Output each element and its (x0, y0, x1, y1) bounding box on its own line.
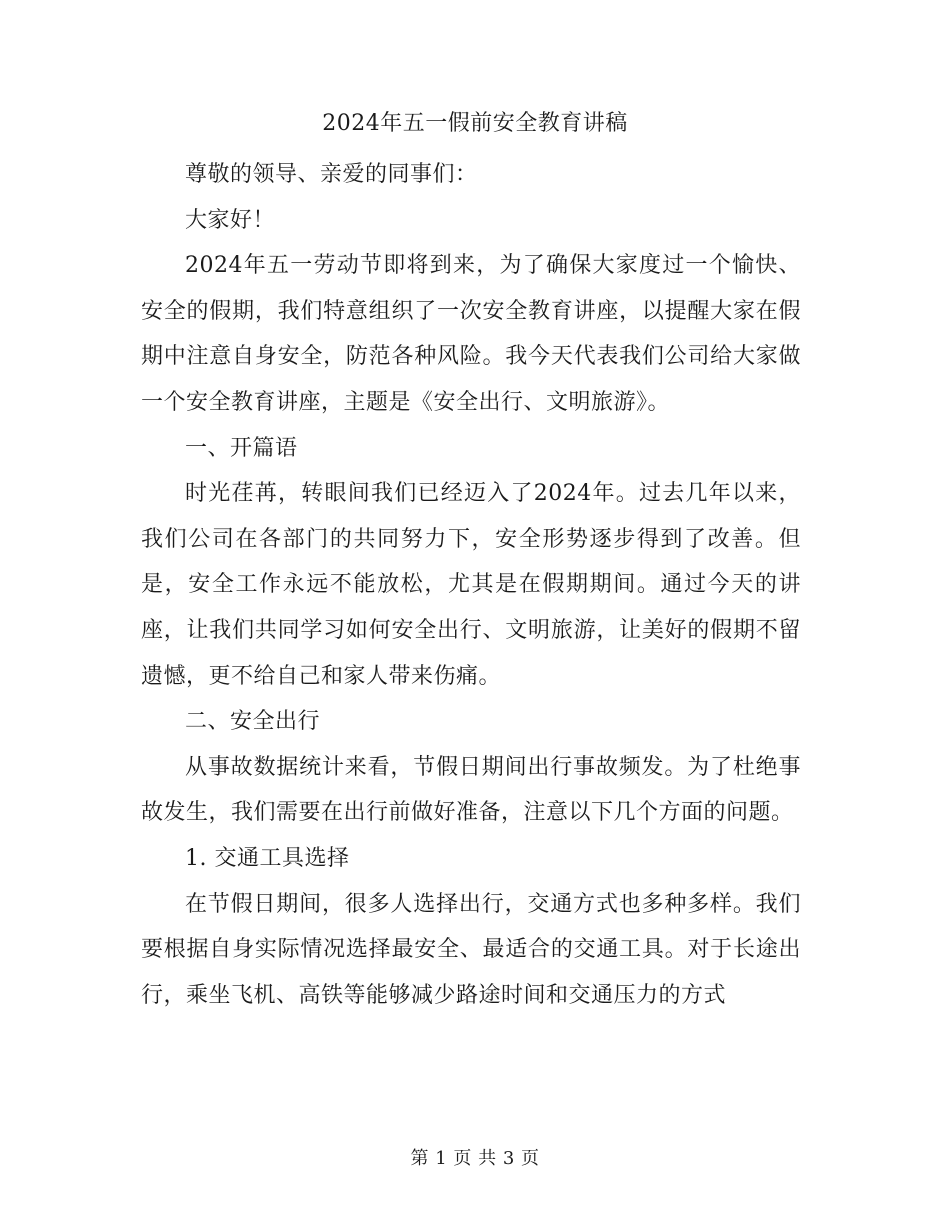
safe-travel-paragraph: 从事故数据统计来看，节假日期间出行事故频发。为了杜绝事故发生，我们需要在出行前做好准备，注意以下几个方面的问题。 (141, 754, 801, 826)
greeting: 大家好！ (185, 207, 276, 233)
document-title: 2024年五一假前安全教育讲稿 (322, 111, 628, 136)
opening-paragraph: 时光荏苒，转眼间我们已经迈入了2024年。过去几年以来，我们公司在各部门的共同努力下，安全形势逐步得到了改善。但是，安全工作永远不能放松，尤其是在假期期间。通过今天的讲座，让我们共同学习如何安全出行、文明旅游，让美好的假期不留遗憾，更不给自己和家人带来伤痛。 (141, 481, 801, 689)
transport-paragraph: 在节假日期间，很多人选择出行，交通方式也多种多样。我们要根据自身实际情况选择最安全、最适合的交通工具。对于长途出行，乘坐飞机、高铁等能够减少路途时间和交通压力的方式 (141, 891, 801, 1008)
section-heading-opening: 一、开篇语 (185, 435, 298, 461)
subheading-transport-choice: 1. 交通工具选择 (185, 845, 350, 871)
section-heading-safe-travel: 二、安全出行 (185, 709, 321, 735)
intro-paragraph: 2024年五一劳动节即将到来，为了确保大家度过一个愉快、安全的假期，我们特意组织了一次安全教育讲座，以提醒大家在假期中注意自身安全，防范各种风险。我今天代表我们公司给大家做一个安全教育讲座，主题是《安全出行、文明旅游》。 (141, 253, 801, 415)
document-body (141, 152, 801, 1018)
salutation: 尊敬的领导、亲爱的同事们： (185, 162, 478, 187)
page-footer: 第 1 页 共 3 页 (410, 1148, 540, 1169)
